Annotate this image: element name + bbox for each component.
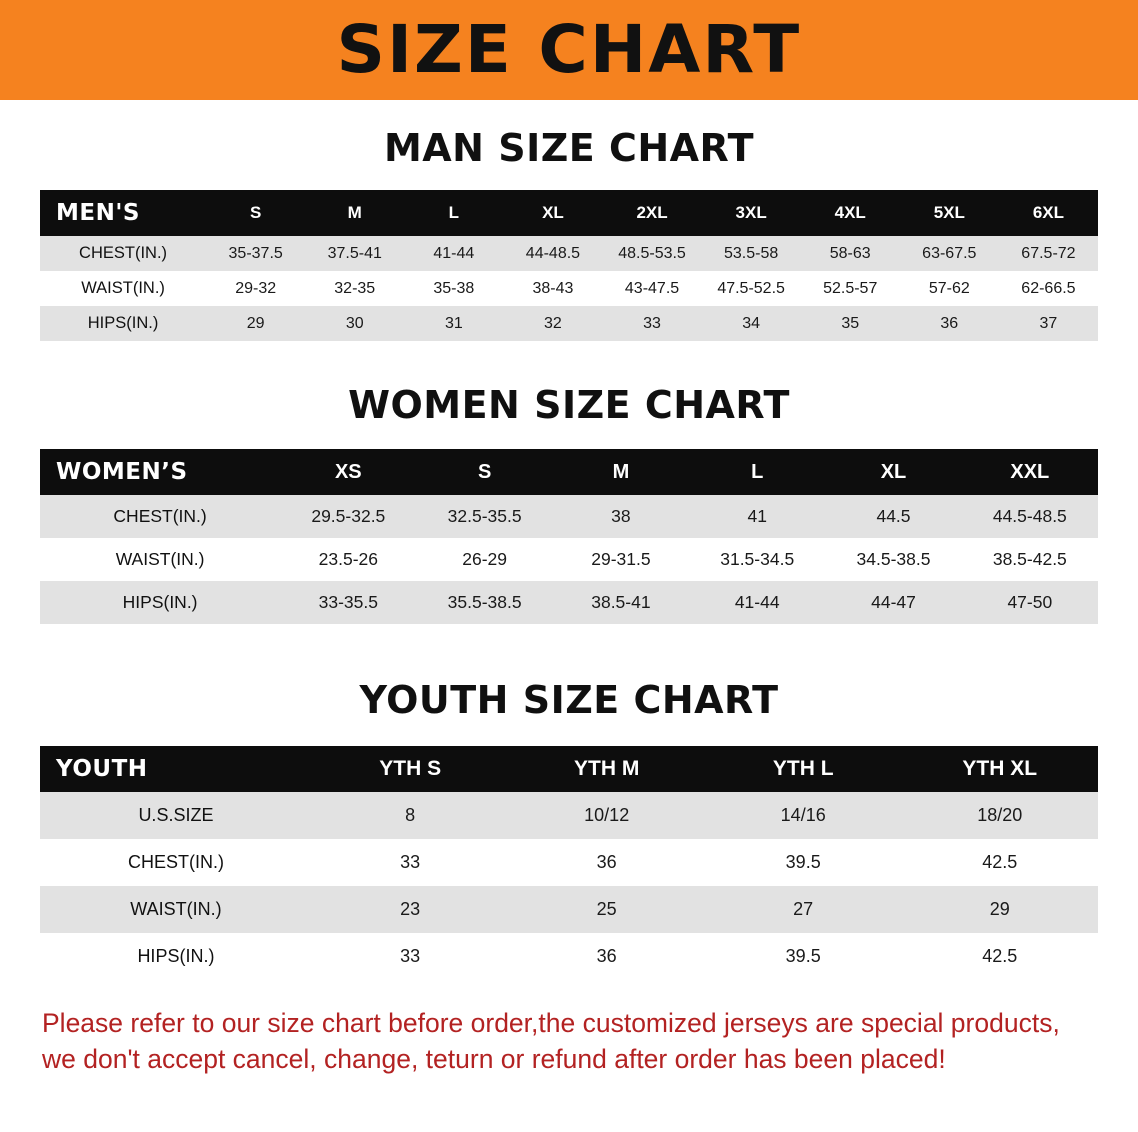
youth-cell: 8 xyxy=(312,792,509,839)
youth-row-label: HIPS(IN.) xyxy=(40,933,312,980)
man-cell: 41-44 xyxy=(404,236,503,271)
man-cell: 38-43 xyxy=(503,271,602,306)
youth-corner-label: YOUTH xyxy=(40,746,312,792)
page-title: SIZE CHART xyxy=(336,11,802,88)
women-size-table-wrapper xyxy=(40,449,1098,624)
man-table-head xyxy=(40,190,1098,236)
youth-cell: 14/16 xyxy=(705,792,902,839)
youth-cell: 42.5 xyxy=(901,839,1098,886)
youth-cell: 33 xyxy=(312,933,509,980)
youth-table-body xyxy=(40,792,1098,980)
man-cell: 44-48.5 xyxy=(503,236,602,271)
youth-cell: 39.5 xyxy=(705,839,902,886)
youth-cell: 36 xyxy=(508,839,705,886)
youth-cell: 36 xyxy=(508,933,705,980)
women-col-header: XXL xyxy=(962,449,1098,495)
women-cell: 38 xyxy=(553,495,689,538)
women-header-row xyxy=(40,449,1098,495)
man-row-label: HIPS(IN.) xyxy=(40,306,206,341)
table-row xyxy=(40,792,1098,839)
women-cell: 47-50 xyxy=(962,581,1098,624)
youth-cell: 42.5 xyxy=(901,933,1098,980)
women-cell: 34.5-38.5 xyxy=(825,538,961,581)
table-row xyxy=(40,236,1098,271)
man-cell: 29 xyxy=(206,306,305,341)
man-col-header: 5XL xyxy=(900,190,999,236)
man-col-header: XL xyxy=(503,190,602,236)
youth-row-label: CHEST(IN.) xyxy=(40,839,312,886)
women-cell: 23.5-26 xyxy=(280,538,416,581)
man-cell: 47.5-52.5 xyxy=(702,271,801,306)
women-cell: 26-29 xyxy=(416,538,552,581)
youth-cell: 23 xyxy=(312,886,509,933)
women-row-label: HIPS(IN.) xyxy=(40,581,280,624)
policy-note xyxy=(42,1006,1096,1078)
table-row xyxy=(40,495,1098,538)
women-table-body xyxy=(40,495,1098,624)
policy-note-line-1: Please refer to our size chart before order,the customized jerseys are special products, xyxy=(42,1008,1060,1038)
size-chart-banner xyxy=(0,0,1138,100)
women-cell: 44.5 xyxy=(825,495,961,538)
youth-row-label: WAIST(IN.) xyxy=(40,886,312,933)
women-cell: 31.5-34.5 xyxy=(689,538,825,581)
man-row-label: CHEST(IN.) xyxy=(40,236,206,271)
man-col-header: 3XL xyxy=(702,190,801,236)
man-cell: 67.5-72 xyxy=(999,236,1098,271)
man-cell: 52.5-57 xyxy=(801,271,900,306)
women-section-title: WOMEN SIZE CHART xyxy=(348,383,790,427)
man-col-header: 4XL xyxy=(801,190,900,236)
youth-cell: 18/20 xyxy=(901,792,1098,839)
policy-note-line-2: we don't accept cancel, change, teturn or refund after order has been placed! xyxy=(42,1043,946,1074)
women-cell: 35.5-38.5 xyxy=(416,581,552,624)
youth-cell: 25 xyxy=(508,886,705,933)
man-cell: 63-67.5 xyxy=(900,236,999,271)
table-row xyxy=(40,839,1098,886)
women-col-header: L xyxy=(689,449,825,495)
youth-header-row xyxy=(40,746,1098,792)
women-row-label: CHEST(IN.) xyxy=(40,495,280,538)
man-table-body xyxy=(40,236,1098,341)
man-cell: 57-62 xyxy=(900,271,999,306)
man-cell: 62-66.5 xyxy=(999,271,1098,306)
youth-col-header: YTH M xyxy=(508,746,705,792)
man-cell: 31 xyxy=(404,306,503,341)
women-cell: 44-47 xyxy=(825,581,961,624)
youth-col-header: YTH L xyxy=(705,746,902,792)
man-cell: 37 xyxy=(999,306,1098,341)
man-cell: 32 xyxy=(503,306,602,341)
man-col-header: 6XL xyxy=(999,190,1098,236)
youth-size-table xyxy=(40,746,1098,980)
youth-row-label: U.S.SIZE xyxy=(40,792,312,839)
women-cell: 33-35.5 xyxy=(280,581,416,624)
man-cell: 35 xyxy=(801,306,900,341)
table-row xyxy=(40,538,1098,581)
women-corner-label: WOMEN’S xyxy=(40,449,280,495)
man-cell: 53.5-58 xyxy=(702,236,801,271)
table-row xyxy=(40,271,1098,306)
women-col-header: M xyxy=(553,449,689,495)
women-cell: 29-31.5 xyxy=(553,538,689,581)
table-row xyxy=(40,306,1098,341)
table-row xyxy=(40,581,1098,624)
women-cell: 44.5-48.5 xyxy=(962,495,1098,538)
youth-cell: 27 xyxy=(705,886,902,933)
women-row-label: WAIST(IN.) xyxy=(40,538,280,581)
women-col-header: S xyxy=(416,449,552,495)
youth-col-header: YTH S xyxy=(312,746,509,792)
youth-cell: 39.5 xyxy=(705,933,902,980)
man-cell: 37.5-41 xyxy=(305,236,404,271)
women-table-head xyxy=(40,449,1098,495)
man-cell: 35-37.5 xyxy=(206,236,305,271)
women-cell: 38.5-42.5 xyxy=(962,538,1098,581)
man-cell: 33 xyxy=(602,306,701,341)
women-cell: 38.5-41 xyxy=(553,581,689,624)
man-size-table xyxy=(40,190,1098,341)
man-cell: 29-32 xyxy=(206,271,305,306)
man-size-table-wrapper xyxy=(40,190,1098,341)
man-cell: 32-35 xyxy=(305,271,404,306)
women-cell: 41 xyxy=(689,495,825,538)
man-cell: 30 xyxy=(305,306,404,341)
youth-table-head xyxy=(40,746,1098,792)
man-cell: 35-38 xyxy=(404,271,503,306)
man-cell: 43-47.5 xyxy=(602,271,701,306)
women-size-table xyxy=(40,449,1098,624)
women-col-header: XL xyxy=(825,449,961,495)
women-col-header: XS xyxy=(280,449,416,495)
youth-cell: 29 xyxy=(901,886,1098,933)
man-header-row xyxy=(40,190,1098,236)
women-cell: 41-44 xyxy=(689,581,825,624)
man-cell: 58-63 xyxy=(801,236,900,271)
youth-cell: 10/12 xyxy=(508,792,705,839)
man-row-label: WAIST(IN.) xyxy=(40,271,206,306)
man-col-header: M xyxy=(305,190,404,236)
women-cell: 32.5-35.5 xyxy=(416,495,552,538)
table-row xyxy=(40,933,1098,980)
man-section-title: MAN SIZE CHART xyxy=(383,126,755,170)
youth-col-header: YTH XL xyxy=(901,746,1098,792)
man-cell: 34 xyxy=(702,306,801,341)
youth-cell: 33 xyxy=(312,839,509,886)
man-corner-label: MEN'S xyxy=(40,190,206,236)
youth-size-table-wrapper xyxy=(40,746,1098,980)
table-row xyxy=(40,886,1098,933)
man-col-header: L xyxy=(404,190,503,236)
man-cell: 36 xyxy=(900,306,999,341)
man-cell: 48.5-53.5 xyxy=(602,236,701,271)
man-col-header: 2XL xyxy=(602,190,701,236)
women-cell: 29.5-32.5 xyxy=(280,495,416,538)
man-col-header: S xyxy=(206,190,305,236)
youth-section-title: YOUTH SIZE CHART xyxy=(359,678,779,722)
